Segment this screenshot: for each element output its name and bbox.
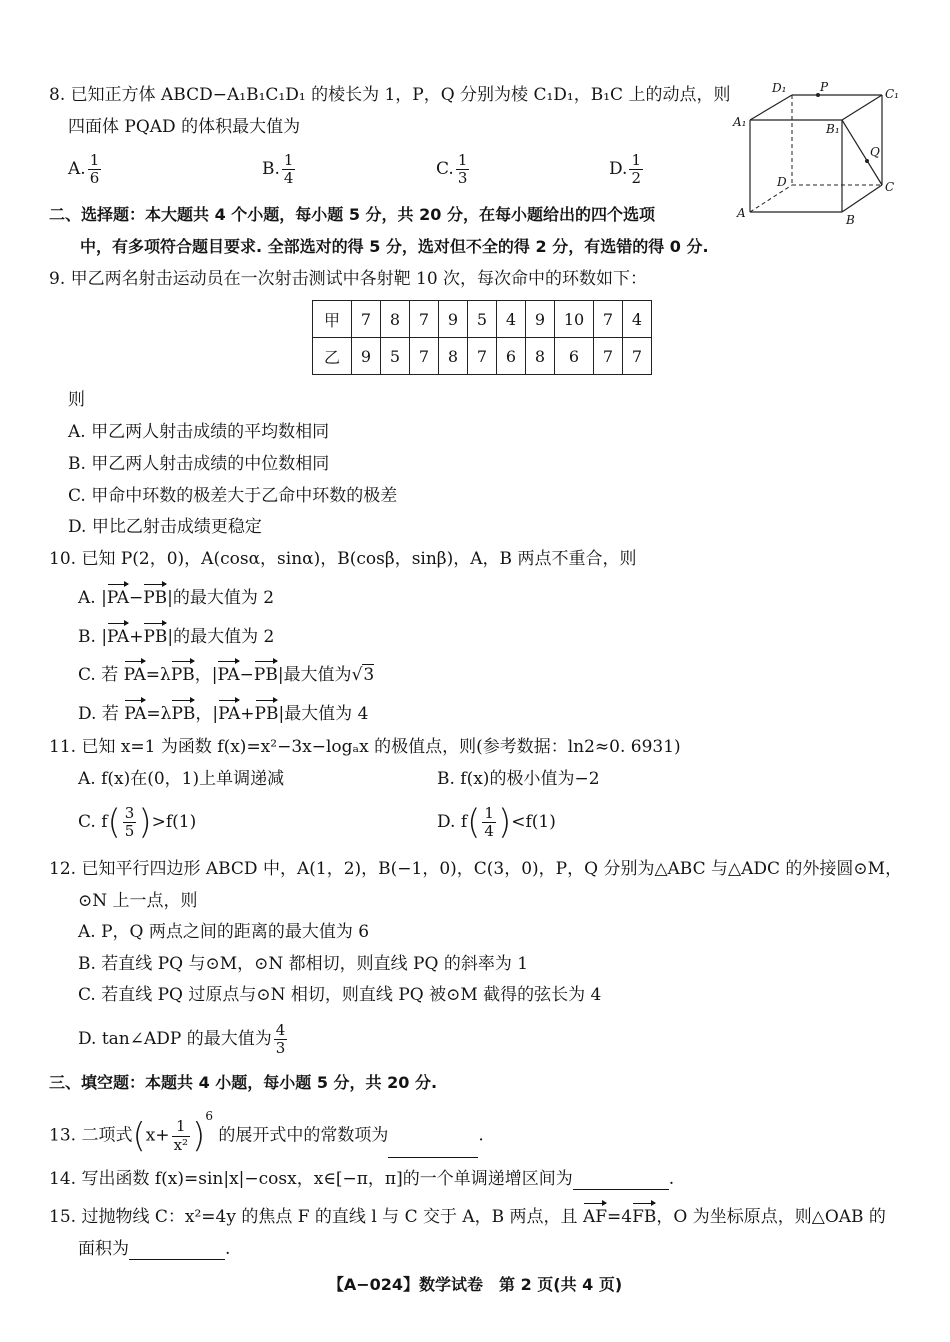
q15-line2: 面积为 . (78, 1239, 231, 1259)
table-cell: 5 (381, 338, 410, 375)
q9-option-d: D. 甲比乙射击成绩更稳定 (68, 517, 262, 537)
label-q: Q (870, 145, 880, 159)
q12-option-b: B. 若直线 PQ 与⊙M，⊙N 都相切，则直线 PQ 的斜率为 1 (78, 954, 529, 974)
label-a1: A₁ (733, 115, 747, 129)
q11-option-b: B. f(x)的极小值为−2 (437, 769, 600, 789)
q8-stem-line2: 四面体 PQAD 的体积最大值为 (68, 117, 301, 137)
label-d: D (777, 175, 787, 189)
table-cell: 9 (352, 338, 381, 375)
table-cell: 7 (410, 301, 439, 338)
table-cell: 7 (468, 338, 497, 375)
q9-option-c: C. 甲命中环数的极差大于乙命中环数的极差 (68, 486, 398, 506)
label-d1: D₁ (772, 81, 787, 95)
q9-stem: 9. 甲乙两名射击运动员在一次射击测试中各射靶 10 次，每次命中的环数如下： (49, 269, 648, 289)
section2-heading-line2: 中，有多项符合题目要求. 全部选对的得 5 分，选对但不全的得 2 分，有选错的得 0 分. (80, 237, 709, 256)
table-cell: 4 (623, 301, 652, 338)
q14-answer-blank[interactable] (573, 1171, 669, 1190)
label-a: A (737, 206, 746, 220)
label-c: C (885, 180, 895, 194)
q14: 14. 写出函数 f(x)=sin|x|−cosx，x∈[−π，π]的一个单调递增区间为 . (49, 1169, 675, 1189)
q10-stem: 10. 已知 P(2，0)，A(cosα，sinα)，B(cosβ，sinβ)，A，B 两点不重合，则 (49, 549, 637, 569)
q8-stem-line1: 8. 已知正方体 ABCD−A₁B₁C₁D₁ 的棱长为 1，P，Q 分别为棱 C₁D₁，B₁C 上的动点，则 (49, 85, 731, 105)
q10-option-a: A. |PA−PB|的最大值为 2 (78, 588, 275, 608)
q12-option-d: D. tan∠ADP 的最大值为 $\frac{4}{3}$ (78, 1020, 286, 1057)
q9-option-b: B. 甲乙两人射击成绩的中位数相同 (68, 454, 330, 474)
table-cell: 8 (381, 301, 410, 338)
cube-figure (730, 78, 930, 228)
table-cell: 6 (497, 338, 526, 375)
row-name-jia: 甲 (313, 301, 352, 338)
page-footer: 【A−024】数学试卷 第 2 页(共 4 页) (327, 1275, 623, 1294)
table-cell: 7 (410, 338, 439, 375)
q13: 13. 二项式(x+ $\frac{1}{\text{x²}}$ )$^6$ 的展开式中的常数项为 . (49, 1109, 484, 1157)
table-cell: 7 (623, 338, 652, 375)
q10-option-b: B. |PA+PB|的最大值为 2 (78, 627, 275, 647)
table-cell: 7 (352, 301, 381, 338)
q15-answer-blank[interactable] (129, 1241, 225, 1260)
q8-option-d: D. $\frac{1}{2}$ (609, 150, 641, 187)
q12-option-c: C. 若直线 PQ 过原点与⊙N 相切，则直线 PQ 被⊙M 截得的弦长为 4 (78, 985, 602, 1005)
section3-heading: 三、填空题：本题共 4 小题，每小题 5 分，共 20 分. (49, 1073, 438, 1092)
label-p: P (820, 80, 829, 94)
q11-option-c: C. f( $\frac{3}{5}$ )>f(1) (78, 802, 197, 843)
table-cell: 8 (439, 338, 468, 375)
table-cell: 7 (594, 301, 623, 338)
table-cell: 5 (468, 301, 497, 338)
q12-option-a: A. P，Q 两点之间的距离的最大值为 6 (78, 922, 370, 942)
q9-then: 则 (68, 390, 85, 410)
q12-stem-line1: 12. 已知平行四边形 ABCD 中，A(1，2)，B(−1，0)，C(3，0)，P，Q 分别为△ABC 与△ADC 的外接圆⊙M， (49, 859, 903, 879)
table-row (313, 338, 652, 375)
point-q (865, 159, 869, 163)
q10-option-d: D. 若 PA=λPB，|PA+PB|最大值为 4 (78, 704, 369, 724)
table-cell: 10 (555, 301, 594, 338)
q13-answer-blank[interactable] (388, 1139, 478, 1158)
q8-option-c: C. $\frac{1}{3}$ (436, 150, 468, 187)
table-cell: 9 (439, 301, 468, 338)
label-b: B (846, 213, 855, 227)
score-table (312, 300, 652, 375)
table-cell: 7 (594, 338, 623, 375)
table-cell: 8 (526, 338, 555, 375)
q12-stem-line2: ⊙N 上一点，则 (78, 891, 198, 911)
q11-option-d: D. f( $\frac{1}{4}$ )<f(1) (437, 802, 556, 843)
label-c1: C₁ (885, 87, 899, 101)
row-name-yi: 乙 (313, 338, 352, 375)
q11-stem: 11. 已知 x=1 为函数 f(x)=x²−3x−logₐx 的极值点，则(参考数据：ln2≈0. 6931) (49, 737, 681, 757)
q11-option-a: A. f(x)在(0，1)上单调递减 (78, 769, 285, 789)
table-cell: 9 (526, 301, 555, 338)
section2-heading-line1: 二、选择题：本大题共 4 个小题，每小题 5 分，共 20 分，在每小题给出的四个选项 (49, 205, 655, 224)
table-cell: 4 (497, 301, 526, 338)
q10-option-c: C. 若 PA=λPB，|PA−PB|最大值为√3 (78, 665, 375, 685)
q15-line1: 15. 过抛物线 C：x²=4y 的焦点 F 的直线 l 与 C 交于 A，B 两点，且 AF=4FB，O 为坐标原点，则△OAB 的 (49, 1207, 886, 1227)
table-row (313, 301, 652, 338)
label-b1: B₁ (826, 122, 840, 136)
q9-option-a: A. 甲乙两人射击成绩的平均数相同 (68, 422, 330, 442)
table-cell: 6 (555, 338, 594, 375)
q8-option-a: A. $\frac{1}{6}$ (68, 150, 100, 187)
q8-option-b: B. $\frac{1}{4}$ (262, 150, 294, 187)
